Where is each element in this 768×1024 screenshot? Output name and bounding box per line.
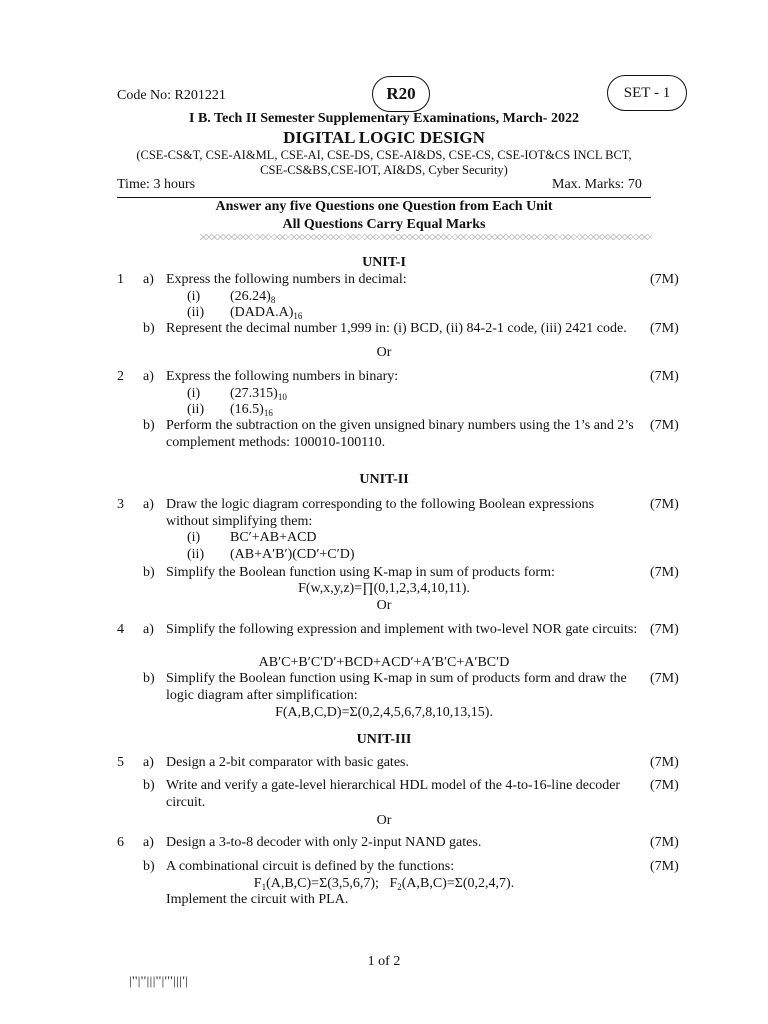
part-letter: a)	[143, 622, 154, 637]
part-letter: a)	[143, 272, 154, 287]
part-letter: a)	[143, 369, 154, 384]
sub-item-value: $(26.24)_8$	[230, 289, 276, 305]
sub-item-number: (ii)	[187, 305, 205, 320]
header-divider	[117, 197, 651, 198]
sub-item-number: (ii)	[187, 547, 205, 562]
part-letter: b)	[143, 671, 155, 686]
question-text: Design a 3-to-8 decoder with only 2-input NAND gates.	[166, 835, 482, 850]
sub-item-value: (AB+A′B′)(CD′+C′D)	[230, 547, 355, 562]
question-number: 3	[117, 497, 124, 512]
page-number: 1 of 2	[367, 954, 401, 969]
part-letter: b)	[143, 565, 155, 580]
marks-label: (7M)	[650, 321, 679, 336]
question-text: Draw the logic diagram corresponding to the following Boolean expressions without simplifying them:	[166, 497, 595, 529]
question-text: Perform the subtraction on the given unsigned binary numbers using the 1’s and 2’s complement methods: 100010-100110.	[166, 418, 634, 450]
sub-item-value: $(DADA.A)_{16}$	[230, 305, 303, 321]
marks-label: (7M)	[650, 671, 679, 686]
boolean-expression: F(A,B,C,D)=Σ(0,2,4,5,6,7,8,10,13,15).	[275, 705, 493, 720]
boolean-expression: AB′C+B′C′D′+BCD+ACD′+A′B′C+A′BC′D	[258, 655, 510, 670]
marks-label: (7M)	[650, 859, 679, 874]
part-letter: a)	[143, 835, 154, 850]
exam-time: Time: 3 hours	[117, 177, 196, 192]
sub-item-value: BC′+AB+ACD	[230, 530, 317, 545]
unit-heading: UNIT-III	[356, 732, 412, 747]
part-letter: a)	[143, 755, 154, 770]
sub-item-number: (i)	[187, 386, 201, 401]
code-number: Code No: R201221	[117, 88, 226, 103]
marks-label: (7M)	[650, 369, 679, 384]
decorative-wavy-divider	[200, 234, 652, 240]
marks-label: (7M)	[650, 418, 679, 433]
question-number: 5	[117, 755, 124, 770]
max-marks: Max. Marks: 70	[552, 177, 642, 192]
sub-item-value: $(16.5)_{16}$	[230, 402, 273, 418]
question-text: Express the following numbers in binary:	[166, 369, 399, 384]
question-text: Design a 2-bit comparator with basic gates.	[166, 755, 409, 770]
set-badge: SET - 1	[607, 75, 687, 111]
part-letter: b)	[143, 778, 155, 793]
question-text: Simplify the Boolean function using K-map in sum of products form:	[166, 565, 555, 580]
marks-label: (7M)	[650, 755, 679, 770]
question-text: Express the following numbers in decimal:	[166, 272, 407, 287]
question-number: 1	[117, 272, 124, 287]
part-letter: a)	[143, 497, 154, 512]
question-number: 6	[117, 835, 124, 850]
question-text: Represent the decimal number 1,999 in: (i) BCD, (ii) 84-2-1 code, (iii) 2421 code.	[166, 321, 627, 336]
marks-label: (7M)	[650, 622, 679, 637]
unit-heading: UNIT-I	[362, 255, 406, 270]
marks-label: (7M)	[650, 497, 679, 512]
marks-label: (7M)	[650, 565, 679, 580]
unit-heading: UNIT-II	[359, 472, 409, 487]
sub-item-value: $(27.315)_{10}$	[230, 386, 287, 402]
sub-item-number: (i)	[187, 530, 201, 545]
marks-label: (7M)	[650, 272, 679, 287]
branches-line-2: CSE-CS&BS,CSE-IOT, AI&DS, Cyber Security)	[260, 163, 508, 177]
or-separator: Or	[376, 345, 392, 360]
question-text: Implement the circuit with PLA.	[166, 892, 349, 907]
or-separator: Or	[376, 598, 392, 613]
question-number: 4	[117, 622, 124, 637]
subject-title: DIGITAL LOGIC DESIGN	[283, 128, 485, 147]
sub-item-number: (ii)	[187, 402, 205, 417]
function-definitions: $F_1(A,B,C)=\Sigma(3,5,6,7)$; $F_2(A,B,C)=\Sigma(0,2,4,7)$.	[253, 876, 515, 892]
marks-label: (7M)	[650, 835, 679, 850]
part-letter: b)	[143, 418, 155, 433]
question-text: A combinational circuit is defined by the functions:	[166, 859, 455, 874]
part-letter: b)	[143, 859, 155, 874]
barcode: |''|''|||''|'''|||'|	[129, 973, 189, 988]
question-text: Simplify the Boolean function using K-map in sum of products form and draw the logic diagram after simplification:	[166, 671, 627, 703]
sub-item-number: (i)	[187, 289, 201, 304]
regulation-badge: R20	[372, 76, 430, 112]
part-letter: b)	[143, 321, 155, 336]
branches-line-1: (CSE-CS&T, CSE-AI&ML, CSE-AI, CSE-DS, CSE-AI&DS, CSE-CS, CSE-IOT&CS INCL BCT,	[136, 148, 632, 162]
or-separator: Or	[376, 813, 392, 828]
question-text: Simplify the following expression and implement with two-level NOR gate circuits:	[166, 622, 638, 637]
exam-title: I B. Tech II Semester Supplementary Examinations, March- 2022	[189, 111, 579, 126]
question-text: Write and verify a gate-level hierarchical HDL model of the 4-to-16-line decoder circuit.	[166, 778, 621, 810]
instruction-line-1: Answer any five Questions one Question from Each Unit	[215, 199, 553, 214]
instruction-line-2: All Questions Carry Equal Marks	[282, 217, 486, 232]
marks-label: (7M)	[650, 778, 679, 793]
question-number: 2	[117, 369, 124, 384]
boolean-expression: F(w,x,y,z)=∏(0,1,2,3,4,10,11).	[298, 581, 470, 596]
